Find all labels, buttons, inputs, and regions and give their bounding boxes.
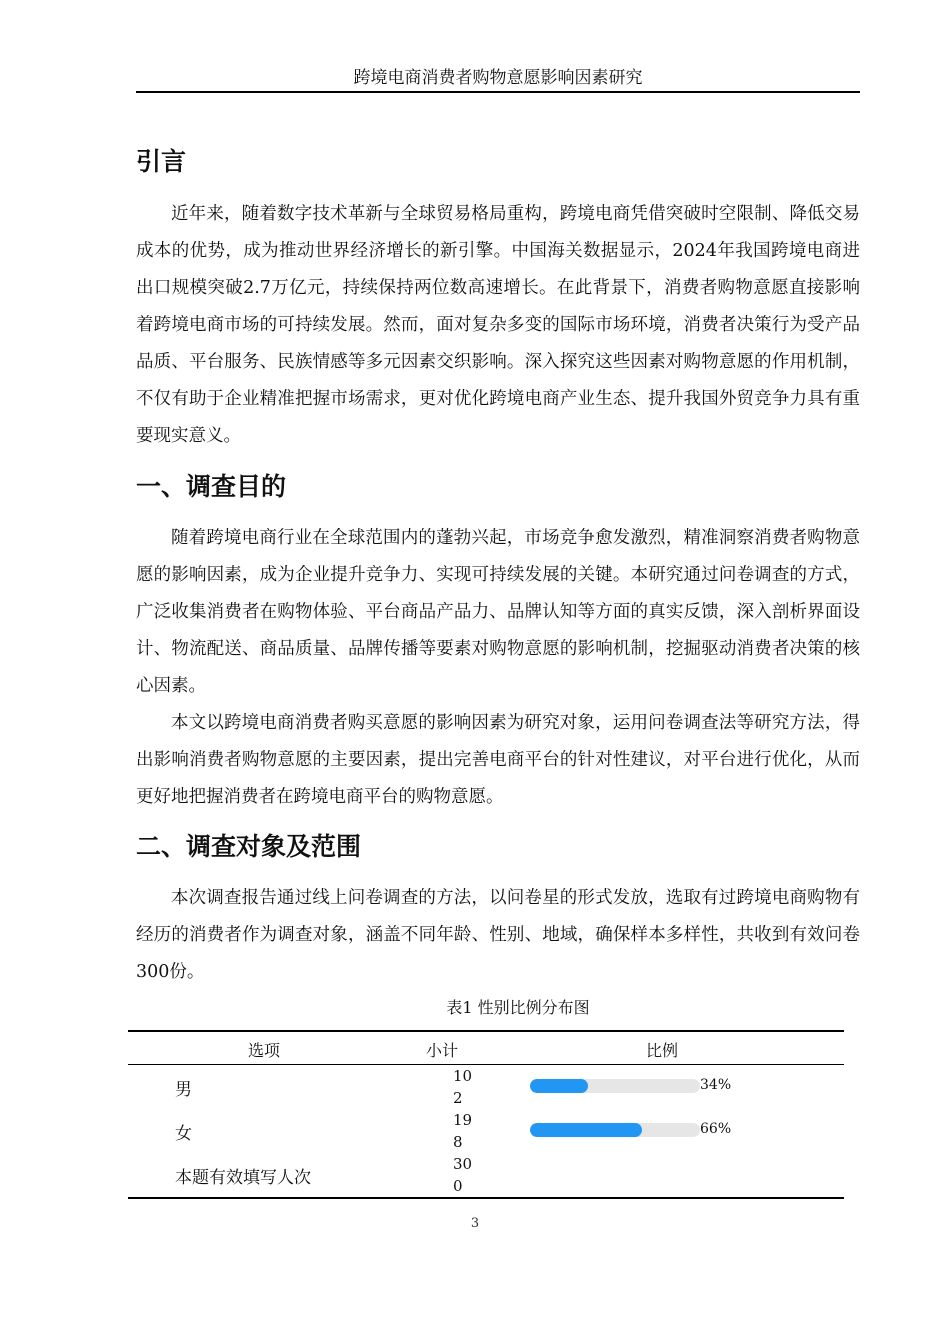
page-number: 3 bbox=[470, 1216, 480, 1231]
gender-table bbox=[128, 1030, 844, 1199]
total-option: 本题有效填写人次 bbox=[175, 1168, 311, 1188]
header-count: 小计 bbox=[426, 1041, 459, 1060]
row-ratio: 66% bbox=[700, 1121, 732, 1137]
table-header-row bbox=[128, 1032, 844, 1064]
table-bottom-rule bbox=[128, 1197, 844, 1199]
row-count: 102 bbox=[453, 1067, 473, 1107]
header-ratio: 比例 bbox=[646, 1041, 679, 1060]
header-rule bbox=[136, 91, 860, 93]
table-row bbox=[128, 1109, 844, 1153]
row-option: 男 bbox=[175, 1080, 192, 1100]
purpose-paragraph-2: 本文以跨境电商消费者购买意愿的影响因素为研究对象，运用问卷调查法等研究方法，得出影响消费者购物意愿的主要因素，提出完善电商平台的针对性建议，对平台进行优化，从而更好地把握消费者在跨境电商平台的购物意愿。 bbox=[136, 713, 860, 807]
row-option: 女 bbox=[175, 1124, 192, 1144]
purpose-heading: 一、调查目的 bbox=[136, 472, 287, 501]
header-option: 选项 bbox=[248, 1041, 281, 1060]
table-total-row bbox=[128, 1153, 844, 1197]
intro-paragraph: 近年来，随着数字技术革新与全球贸易格局重构，跨境电商凭借突破时空限制、降低交易成本的优势，成为推动世界经济增长的新引擎。中国海关数据显示，2024年我国跨境电商进出口规模突破2.7万亿元，持续保持两位数高速增长。在此背景下，消费者购物意愿直接影响着跨境电商市场的可持续发展。然而，面对复杂多变的国际市场环境，消费者决策行为受产品品质、平台服务、民族情感等多元因素交织影响。深入探究这些因素对购物意愿的作用机制，不仅有助于企业精准把握市场需求，更对优化跨境电商产业生态、提升我国外贸竞争力具有重要现实意义。 bbox=[136, 204, 860, 446]
total-count: 300 bbox=[453, 1155, 473, 1195]
scope-heading: 二、调查对象及范围 bbox=[136, 832, 362, 861]
table-row bbox=[128, 1065, 844, 1109]
scope-paragraph: 本次调查报告通过线上问卷调查的方法，以问卷星的形式发放，选取有过跨境电商购物有经历的消费者作为调查对象，涵盖不同年龄、性别、地域，确保样本多样性，共收到有效问卷300份。 bbox=[136, 888, 860, 982]
ratio-bar-track bbox=[530, 1079, 700, 1093]
purpose-paragraph-1: 随着跨境电商行业在全球范围内的蓬勃兴起，市场竞争愈发激烈，精准洞察消费者购物意愿的影响因素，成为企业提升竞争力、实现可持续发展的关键。本研究通过问卷调查的方式，广泛收集消费者在购物体验、平台商品产品力、品牌认知等方面的真实反馈，深入剖析界面设计、物流配送、商品质量、品牌传播等要素对购物意愿的影响机制，挖掘驱动消费者决策的核心因素。 bbox=[136, 528, 860, 696]
table-caption: 表1 性别比例分布图 bbox=[446, 998, 590, 1017]
row-count: 198 bbox=[453, 1111, 473, 1151]
running-header: 跨境电商消费者购物意愿影响因素研究 bbox=[353, 68, 643, 88]
ratio-bar-track bbox=[530, 1123, 700, 1137]
ratio-bar-fill bbox=[530, 1079, 588, 1093]
ratio-bar-fill bbox=[530, 1123, 642, 1137]
row-ratio: 34% bbox=[700, 1077, 732, 1093]
intro-heading: 引言 bbox=[136, 147, 187, 176]
